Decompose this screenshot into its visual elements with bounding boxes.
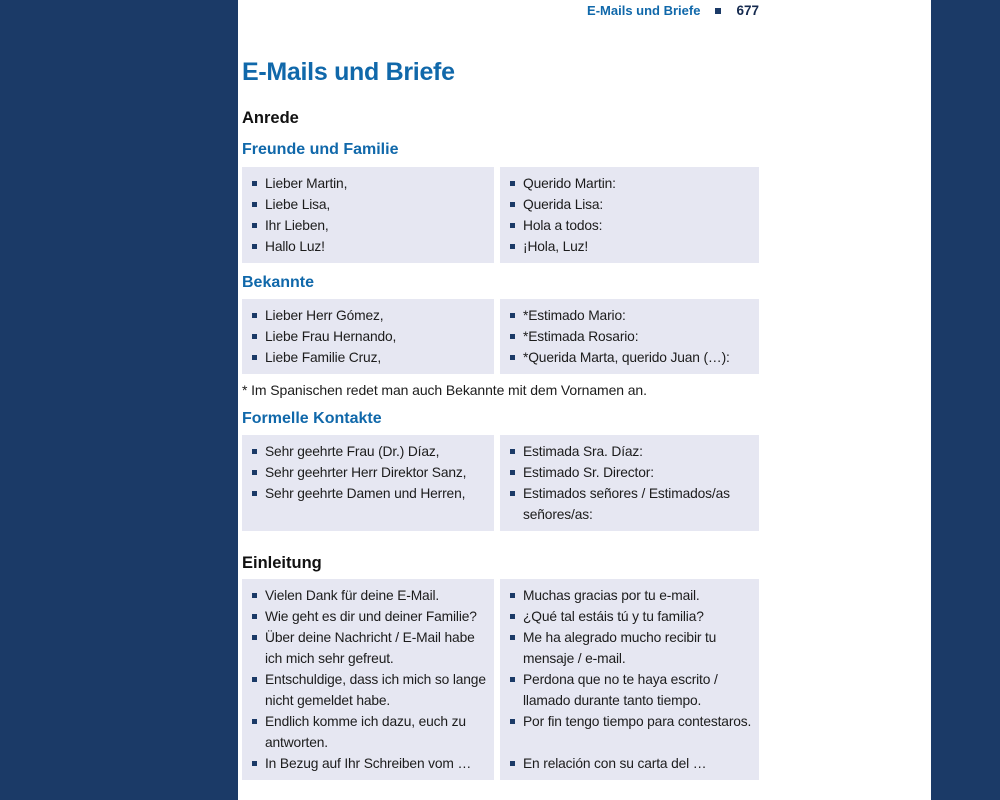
bullet-square-icon [510, 334, 515, 339]
phrase-de: Liebe Lisa, [265, 197, 331, 212]
phrase-row [242, 215, 759, 236]
phrase-de: Vielen Dank für deine E-Mail. [265, 588, 440, 603]
phrase-de: Liebe Frau Hernando, [265, 329, 397, 344]
cell-de [242, 236, 494, 263]
bullet-square-icon [510, 677, 515, 682]
phrase-row [242, 669, 759, 711]
phrase-de: Sehr geehrte Frau (Dr.) Díaz, [265, 444, 440, 459]
running-title: E-Mails und Briefe [587, 3, 701, 18]
cell-es [500, 669, 759, 711]
phrase-es: Estimada Sra. Díaz: [523, 444, 643, 459]
phrase-es: Perdona que no te haya escrito / llamado durante tanto tiempo. [523, 672, 718, 708]
bullet-square-icon [252, 635, 257, 640]
phrase-es: En relación con su carta del … [523, 756, 707, 771]
square-separator-icon [715, 8, 721, 14]
bullet-square-icon [252, 614, 257, 619]
page-content [242, 0, 759, 780]
phrase-de: Über deine Nachricht / E-Mail habe ich mich sehr gefreut. [265, 630, 475, 666]
cell-es [500, 435, 759, 462]
phrase-de: Wie geht es dir und deiner Familie? [265, 609, 477, 624]
phrase-es: Estimados señores / Estimados/as señores/as: [523, 486, 730, 522]
phrase-es: Hola a todos: [523, 218, 603, 233]
section-heading-einleitung: Einleitung [242, 554, 322, 572]
cell-de [242, 194, 494, 215]
bullet-square-icon [510, 470, 515, 475]
bullet-square-icon [252, 719, 257, 724]
bullet-square-icon [510, 244, 515, 249]
bullet-square-icon [252, 449, 257, 454]
cell-es [500, 347, 759, 374]
bullet-square-icon [510, 449, 515, 454]
subsection-heading-freunde-und-familie: Freunde und Familie [242, 141, 399, 158]
phrase-de: Liebe Familie Cruz, [265, 350, 382, 365]
phrase-es: *Estimado Mario: [523, 308, 626, 323]
phrase-de: Endlich komme ich dazu, euch zu antworten. [265, 714, 466, 750]
bullet-square-icon [252, 334, 257, 339]
phrase-row [242, 579, 759, 606]
cell-es [500, 753, 759, 780]
bullet-square-icon [252, 313, 257, 318]
cell-es [500, 299, 759, 326]
phrase-row [242, 167, 759, 194]
bullet-square-icon [510, 181, 515, 186]
cell-es [500, 711, 759, 753]
phrase-es: Querido Martin: [523, 176, 616, 191]
cell-es [500, 462, 759, 483]
phrase-de: Ihr Lieben, [265, 218, 329, 233]
phrase-es: ¿Qué tal estáis tú y tu familia? [523, 609, 704, 624]
phrase-row [242, 194, 759, 215]
cell-de [242, 606, 494, 627]
phrase-es: ¡Hola, Luz! [523, 239, 589, 254]
phrase-de: In Bezug auf Ihr Schreiben vom … [265, 756, 472, 771]
phrase-de: Entschuldige, dass ich mich so lange nicht gemeldet habe. [265, 672, 486, 708]
page-header [242, 0, 759, 19]
cell-de [242, 579, 494, 606]
bullet-square-icon [510, 313, 515, 318]
bullet-square-icon [252, 491, 257, 496]
phrase-row [242, 299, 759, 326]
bullet-square-icon [252, 181, 257, 186]
phrase-row [242, 483, 759, 531]
bullet-square-icon [510, 614, 515, 619]
cell-es [500, 579, 759, 606]
cell-de [242, 435, 494, 462]
phrase-es: Por fin tengo tiempo para contestaros. [523, 714, 752, 729]
phrase-row [242, 606, 759, 627]
subsection-heading-formelle-kontakte: Formelle Kontakte [242, 410, 382, 427]
phrase-row [242, 236, 759, 263]
cell-de [242, 167, 494, 194]
book-page [238, 0, 931, 800]
cell-es [500, 326, 759, 347]
bullet-square-icon [510, 223, 515, 228]
cell-de [242, 627, 494, 669]
cell-de [242, 753, 494, 780]
page-number: 677 [736, 3, 759, 18]
phrase-es: Querida Lisa: [523, 197, 604, 212]
page-title: E-Mails und Briefe [242, 58, 455, 86]
phrase-table-formelle-kontakte [242, 435, 759, 531]
phrase-es: *Estimada Rosario: [523, 329, 639, 344]
phrase-de: Sehr geehrte Damen und Herren, [265, 486, 466, 501]
bullet-square-icon [252, 677, 257, 682]
phrase-row [242, 326, 759, 347]
bullet-square-icon [252, 470, 257, 475]
cell-de [242, 347, 494, 374]
phrase-de: Lieber Herr Gómez, [265, 308, 384, 323]
bullet-square-icon [252, 355, 257, 360]
bullet-square-icon [510, 635, 515, 640]
phrase-es: Muchas gracias por tu e-mail. [523, 588, 700, 603]
phrase-es: *Querida Marta, querido Juan (…): [523, 350, 730, 365]
bullet-square-icon [510, 202, 515, 207]
cell-de [242, 711, 494, 753]
subsection-heading-bekannte: Bekannte [242, 274, 315, 291]
bullet-square-icon [510, 593, 515, 598]
cell-de [242, 462, 494, 483]
cell-es [500, 215, 759, 236]
bullet-square-icon [252, 223, 257, 228]
phrase-de: Hallo Luz! [265, 239, 325, 254]
bullet-square-icon [510, 491, 515, 496]
cell-es [500, 627, 759, 669]
bullet-square-icon [510, 719, 515, 724]
phrase-row [242, 435, 759, 462]
phrase-table-bekannte [242, 299, 759, 374]
cell-es [500, 606, 759, 627]
cell-es [500, 483, 759, 531]
cell-de [242, 299, 494, 326]
phrase-row [242, 462, 759, 483]
cell-de [242, 483, 494, 531]
bullet-square-icon [252, 761, 257, 766]
bullet-square-icon [252, 202, 257, 207]
section-heading-anrede: Anrede [242, 109, 299, 127]
phrase-table-freunde-und-familie [242, 167, 759, 263]
footnote: * Im Spanischen redet man auch Bekannte mit dem Vornamen an. [242, 382, 647, 398]
cell-es [500, 167, 759, 194]
bullet-square-icon [510, 761, 515, 766]
phrase-row [242, 627, 759, 669]
phrase-de: Sehr geehrter Herr Direktor Sanz, [265, 465, 467, 480]
phrase-de: Lieber Martin, [265, 176, 348, 191]
phrase-table-einleitung [242, 579, 759, 780]
phrase-row [242, 347, 759, 374]
cell-es [500, 194, 759, 215]
phrase-row [242, 753, 759, 780]
phrase-es: Me ha alegrado mucho recibir tu mensaje / e-mail. [523, 630, 717, 666]
cell-de [242, 669, 494, 711]
phrase-row [242, 711, 759, 753]
cell-de [242, 326, 494, 347]
cell-de [242, 215, 494, 236]
bullet-square-icon [252, 593, 257, 598]
bullet-square-icon [252, 244, 257, 249]
cell-es [500, 236, 759, 263]
phrase-es: Estimado Sr. Director: [523, 465, 654, 480]
bullet-square-icon [510, 355, 515, 360]
